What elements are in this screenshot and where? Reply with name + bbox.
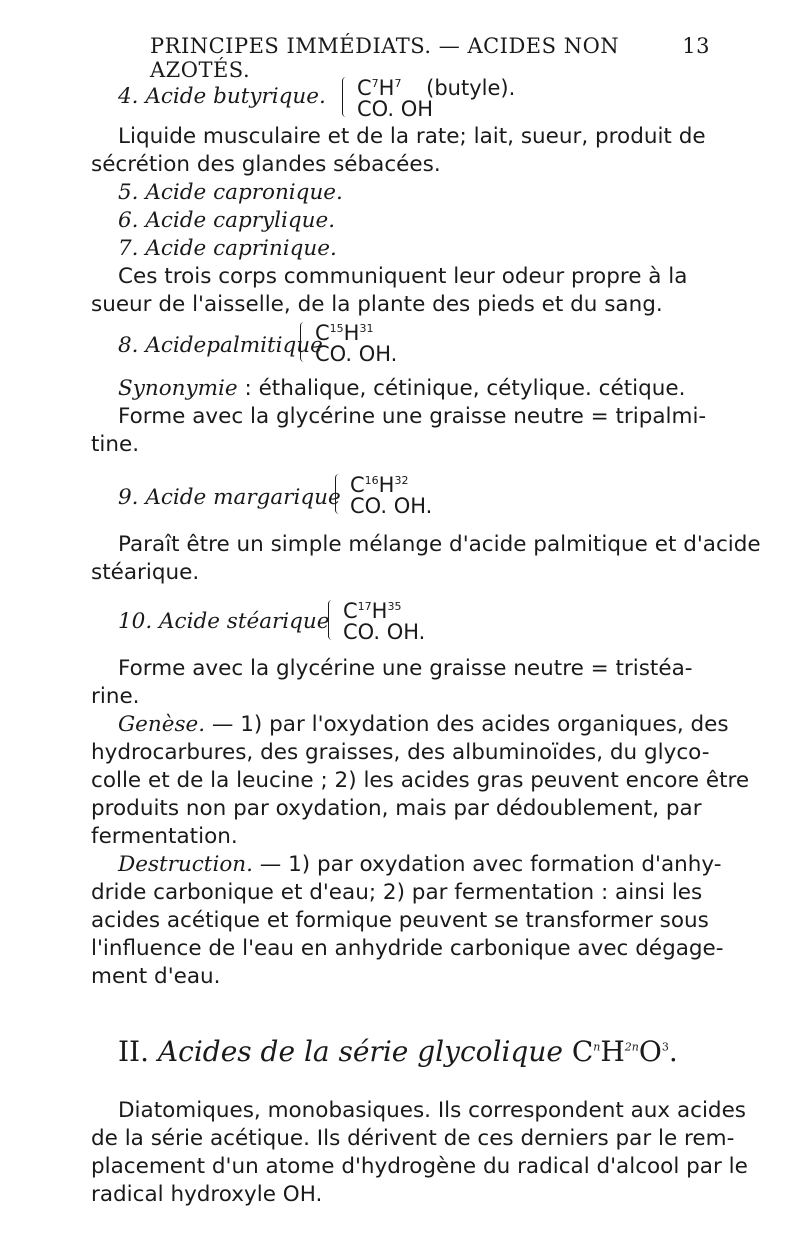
page-number: 13 xyxy=(682,34,710,58)
acid-4-formula: $C^7H^7$ (butyle). CO. OH xyxy=(342,73,515,120)
text-line: placement d'un atome d'hydrogène du radical d'alcool par le xyxy=(91,1154,748,1179)
brace xyxy=(328,600,335,640)
text-line: Paraît être un simple mélange d'acide palmitique et d'acide xyxy=(118,532,761,557)
text-line: Diatomiques, monobasiques. Ils correspondent aux acides xyxy=(118,1098,747,1123)
text-line: stéarique. xyxy=(91,560,200,585)
text-line: Ces trois corps communiquent leur odeur propre à la xyxy=(118,264,688,289)
text-line: tine. xyxy=(91,432,140,457)
acid-10-name: 10. Acide stéarique xyxy=(118,609,330,634)
text-line: dride carbonique et d'eau; 2) par fermentation : ainsi les xyxy=(91,880,703,905)
text-line: l'influence de l'eau en anhydride carbonique avec dégage- xyxy=(91,936,724,961)
text-line: de la série acétique. Ils dérivent de ces derniers par le rem- xyxy=(91,1126,735,1151)
synonymy-label: Synonymie xyxy=(118,376,238,401)
text-line: colle et de la leucine ; 2) les acides gras peuvent encore être xyxy=(91,768,750,793)
list-item: 5. Acide capronique. xyxy=(118,180,343,205)
acid-4-name: 4. Acide butyrique. xyxy=(118,84,326,109)
text-line: produits non par oxydation, mais par dédoublement, par xyxy=(91,796,702,821)
genese-label: Genèse. xyxy=(118,712,206,737)
text-line: Forme avec la glycérine une graisse neutre = tripalmi- xyxy=(118,404,707,429)
brace xyxy=(300,322,307,362)
brace xyxy=(342,77,349,117)
acid-10-formula: $C^{17}H^{35}$ CO. OH. xyxy=(328,596,425,643)
text-line: radical hydroxyle OH. xyxy=(91,1182,323,1207)
acid-9-formula: $C^{16}H^{32}$ CO. OH. xyxy=(335,470,432,517)
destruction-label: Destruction. xyxy=(118,852,253,877)
synonymy-line: Synonymie : éthalique, cétinique, cétylique. cétique. xyxy=(118,376,686,401)
text-line: Forme avec la glycérine une graisse neutre = tristéa- xyxy=(118,656,693,681)
text-line: fermentation. xyxy=(91,824,238,849)
acid-9-name: 9. Acide margarique xyxy=(118,485,341,510)
text-line: rine. xyxy=(91,684,140,709)
text-line: Liquide musculaire et de la rate; lait, sueur, produit de xyxy=(118,124,706,149)
text-line: sueur de l'aisselle, de la plante des pieds et du sang. xyxy=(91,292,663,317)
acid-8-formula: $C^{15}H^{31}$ CO. OH. xyxy=(300,318,397,365)
header-title: PRINCIPES IMMÉDIATS. — ACIDES NON AZOTÉS. xyxy=(150,34,620,82)
brace xyxy=(335,474,342,514)
text-line: ment d'eau. xyxy=(91,964,221,989)
text-line: sécrétion des glandes sébacées. xyxy=(91,152,441,177)
acid-8-name: 8. Acidepalmitique xyxy=(118,333,323,358)
text-line: acides acétique et formique peuvent se transformer sous xyxy=(91,908,709,933)
list-item: 7. Acide caprinique. xyxy=(118,236,337,261)
destruction-line: Destruction. — 1) par oxydation avec formation d'anhy- xyxy=(118,852,722,877)
genese-line: Genèse. — 1) par l'oxydation des acides organiques, des xyxy=(118,712,729,737)
list-item: 6. Acide caprylique. xyxy=(118,208,336,233)
section-heading: II. Acides de la série glycolique $C^nH^{2n}O^3$. xyxy=(118,1035,678,1068)
text-line: hydrocarbures, des graisses, des albuminoïdes, du glyco- xyxy=(91,740,710,765)
